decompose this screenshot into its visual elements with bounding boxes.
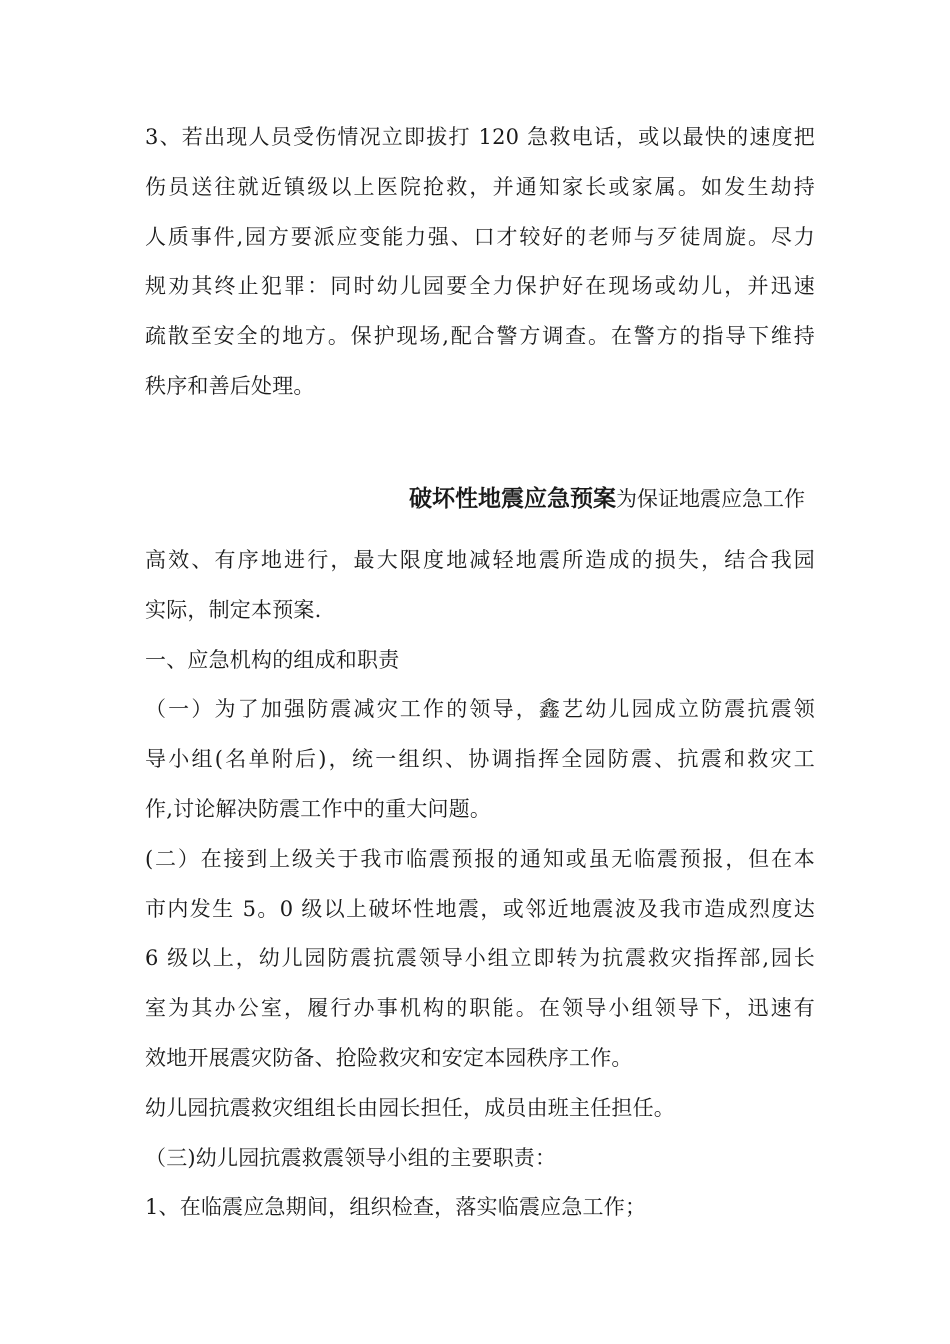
paragraph-line: 伤员送往就近镇级以上医院抢救，并通知家长或家属。如发生劫持 (145, 175, 815, 199)
paragraph-line: （三)幼儿园抗震救震领导小组的主要职责： (145, 1146, 557, 1170)
paragraph-line: 导小组(名单附后)，统一组织、协调指挥全园防震、抗震和救灾工 (145, 747, 815, 771)
paragraph-line: 市内发生 5。0 级以上破坏性地震，或邻近地震波及我市造成烈度达 (145, 897, 815, 921)
paragraph-line: 3、若出现人员受伤情况立即拔打 120 急救电话，或以最快的速度把 (145, 125, 815, 149)
paragraph-line: 规劝其终止犯罪：同时幼儿园要全力保护好在现场或幼儿，并迅速 (145, 274, 815, 298)
paragraph-line: 人质事件,园方要派应变能力强、口才较好的老师与歹徒周旋。尽力 (145, 225, 815, 249)
section-title-bold: 破坏性地震应急预案 (409, 486, 616, 512)
paragraph-line: 疏散至安全的地方。保护现场,配合警方调查。在警方的指导下维持 (145, 324, 815, 348)
paragraph-line: 6 级以上，幼儿园防震抗震领导小组立即转为抗震救灾指挥部,园长 (145, 946, 815, 970)
heading-line: 一、应急机构的组成和职责 (145, 648, 400, 672)
paragraph-line: 效地开展震灾防备、抢险救灾和安定本园秩序工作。 (145, 1046, 633, 1070)
section-title (145, 482, 805, 516)
paragraph-line: 作,讨论解决防震工作中的重大问题。 (145, 797, 492, 821)
paragraph-line: (二）在接到上级关于我市临震预报的通知或虽无临震预报，但在本 (145, 847, 815, 871)
section-title-rest: 为保证地震应急工作 (616, 487, 805, 511)
paragraph-line: （一）为了加强防震减灾工作的领导，鑫艺幼儿园成立防震抗震领 (145, 697, 815, 721)
paragraph-line: 秩序和善后处理。 (145, 374, 315, 398)
paragraph-line: 室为其办公室，履行办事机构的职能。在领导小组领导下，迅速有 (145, 996, 815, 1020)
paragraph-line: 高效、有序地进行，最大限度地减轻地震所造成的损失，结合我园 (145, 548, 815, 572)
paragraph-line: 1、在临震应急期间，组织检查，落实临震应急工作； (145, 1195, 647, 1219)
paragraph-line: 实际，制定本预案. (145, 598, 322, 622)
paragraph-line: 幼儿园抗震救灾组组长由园长担任，成员由班主任担任。 (145, 1096, 675, 1120)
